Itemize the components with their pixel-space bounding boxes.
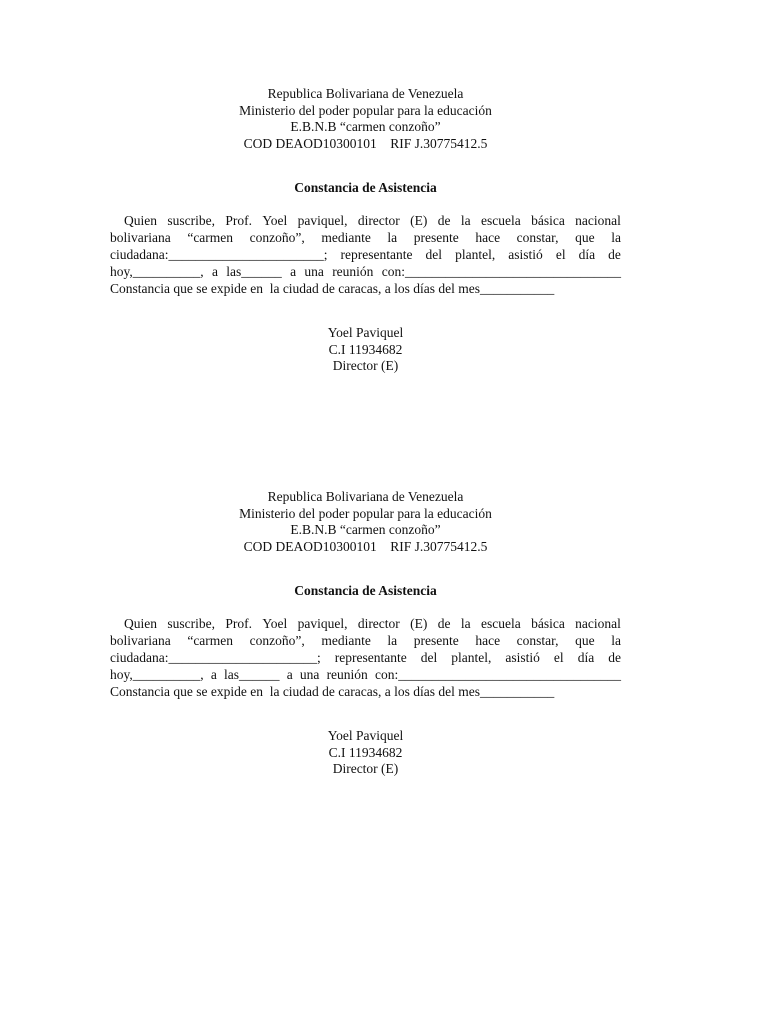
body-word: “carmen <box>187 230 234 245</box>
body-word: Quien <box>124 213 157 228</box>
body-line <box>110 263 621 280</box>
body-word: la <box>387 230 398 245</box>
body-line <box>110 632 621 649</box>
body-word: conzoño”, <box>249 633 305 648</box>
body-word: las______ <box>226 264 282 279</box>
body-word: del <box>425 247 443 262</box>
body-word: constar, <box>516 633 559 648</box>
body-word: básica <box>531 213 565 228</box>
body-word: director <box>357 616 400 631</box>
body-word: que <box>575 230 595 245</box>
body-word: de <box>608 650 621 665</box>
signer-id: C.I 11934682 <box>328 341 403 357</box>
body-word: hace <box>475 230 501 245</box>
body-word: plantel, <box>451 650 492 665</box>
body-word: reunión <box>326 667 368 682</box>
signer-role: Director (E) <box>332 761 399 776</box>
body-line <box>110 229 621 246</box>
body-word: suscribe, <box>167 213 215 228</box>
body-word: la <box>387 633 398 648</box>
body-word: la <box>460 213 471 228</box>
body-line <box>110 649 621 666</box>
body-word: a <box>211 264 218 279</box>
body-line <box>110 212 621 229</box>
body-word: hoy,__________, <box>110 667 204 682</box>
header-country: Republica Bolivariana de Venezuela <box>267 489 464 504</box>
body-word: básica <box>531 616 565 631</box>
signer-id: C.I 11934682 <box>328 744 403 760</box>
body-word: una <box>304 264 324 279</box>
body-word: escuela <box>480 213 521 228</box>
body-word: a <box>290 264 297 279</box>
header-codes: COD DEAOD10300101 RIF J.30775412.5 <box>243 135 488 151</box>
body-word: suscribe, <box>167 616 215 631</box>
body-word: paviquel, <box>297 213 348 228</box>
body-word: la <box>611 633 621 648</box>
header-ministry: Ministerio del poder popular para la educación <box>239 505 492 521</box>
signer-role: Director (E) <box>332 358 399 373</box>
body-word: día <box>578 247 596 262</box>
body-word: ciudadana:_______________________; <box>110 247 328 262</box>
document-title: Constancia de Asistencia <box>294 583 437 598</box>
body-line <box>110 246 621 263</box>
body-word: (E) <box>410 213 428 228</box>
body-word: mediante <box>321 230 371 245</box>
body-word: constar, <box>516 230 559 245</box>
body-word: Prof. <box>225 213 252 228</box>
body-line <box>110 615 621 632</box>
body-word: presente <box>413 633 459 648</box>
constancia-document-2 <box>110 489 621 778</box>
body-word: del <box>420 650 438 665</box>
body-word: ciudadana:______________________; <box>110 650 321 665</box>
document-title: Constancia de Asistencia <box>294 180 437 195</box>
body-word: de <box>437 213 451 228</box>
body-word: nacional <box>575 213 621 228</box>
body-word: asistió <box>505 650 540 665</box>
body-word: la <box>611 230 621 245</box>
header-codes: COD DEAOD10300101 RIF J.30775412.5 <box>243 538 488 554</box>
body-word: a <box>286 667 293 682</box>
closing-line: Constancia que se expide en la ciudad de caracas, a los días del mes___________ <box>110 684 555 699</box>
header-ministry: Ministerio del poder popular para la educación <box>239 102 492 118</box>
body-word: asistió <box>508 247 543 262</box>
header-school: E.B.N.B “carmen conzoño” <box>290 522 441 537</box>
body-word: reunión <box>332 264 374 279</box>
body-word: el <box>553 650 564 665</box>
body-word: hace <box>475 633 501 648</box>
body-word: una <box>299 667 320 682</box>
signature-block <box>110 728 621 778</box>
closing-line: Constancia que se expide en la ciudad de caracas, a los días del mes___________ <box>110 281 555 296</box>
body-word: hoy,__________, <box>110 264 204 279</box>
body-word: de <box>608 247 621 262</box>
body-word: día <box>577 650 595 665</box>
body-word: de <box>437 616 451 631</box>
body-word: representante <box>334 650 407 665</box>
body-word: “carmen <box>187 633 234 648</box>
document-body <box>110 212 621 297</box>
body-word: con:________________________________ <box>381 264 621 279</box>
body-word: Yoel <box>262 213 288 228</box>
body-word: presente <box>413 230 459 245</box>
body-word: bolivariana <box>110 230 171 245</box>
document-header <box>110 86 621 152</box>
body-word: mediante <box>321 633 371 648</box>
document-header <box>110 489 621 555</box>
body-word: director <box>357 213 400 228</box>
document-body <box>110 615 621 700</box>
body-word: Prof. <box>225 616 252 631</box>
body-word: conzoño”, <box>249 230 305 245</box>
body-word: bolivariana <box>110 633 171 648</box>
body-line <box>110 666 621 683</box>
body-word: plantel, <box>455 247 496 262</box>
body-word: la <box>460 616 471 631</box>
body-word: paviquel, <box>297 616 348 631</box>
header-country: Republica Bolivariana de Venezuela <box>267 86 464 101</box>
signature-block <box>110 325 621 375</box>
body-word: el <box>555 247 566 262</box>
signer-name: Yoel Paviquel <box>327 728 404 743</box>
header-school: E.B.N.B “carmen conzoño” <box>290 119 441 134</box>
signer-name: Yoel Paviquel <box>327 325 404 340</box>
body-word: representante <box>340 247 413 262</box>
body-word: Yoel <box>262 616 288 631</box>
constancia-document-1 <box>110 86 621 375</box>
body-word: Quien <box>124 616 157 631</box>
body-word: con:_________________________________ <box>375 667 621 682</box>
body-word: (E) <box>410 616 428 631</box>
body-word: que <box>575 633 595 648</box>
body-word: las______ <box>224 667 280 682</box>
body-word: a <box>210 667 217 682</box>
body-word: nacional <box>575 616 621 631</box>
body-word: escuela <box>480 616 521 631</box>
